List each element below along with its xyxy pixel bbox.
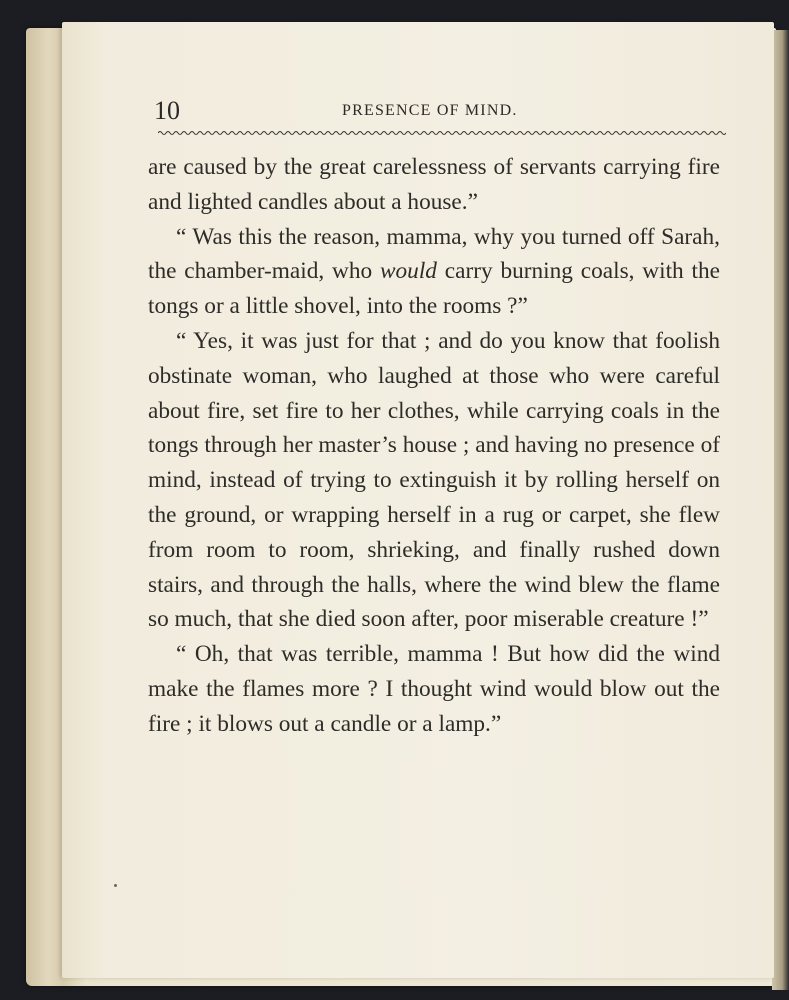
paper-speck: [114, 884, 117, 887]
paragraph-2-text-a: “ Was this the reason, mamma, why you turned off Sarah, the chamber-maid, who: [148, 223, 720, 285]
running-title: PRESENCE OF MIND.: [342, 102, 518, 119]
paragraph-2: [148, 220, 720, 324]
page-body-text: [148, 150, 720, 742]
paragraph-2-text-b: carry burning coals, with the tongs or a little shovel, into the rooms ?”: [148, 258, 721, 320]
emphasized-word: would: [379, 258, 437, 285]
page-header: [154, 96, 726, 130]
facing-page-edge: [772, 30, 789, 990]
paragraph-3: “ Yes, it was just for that ; and do you know that foolish obstinate woman, who laughed at those who were careful about fire, set fire to her clothes, while carrying coals in the tongs through her master’s house ; and having no presence of mind, instead of trying to extinguish it by rolling herself on the ground, or wrapping herself in a rug or carpet, she flew from room to room, shrieking, and finally rushed down stairs, and through the halls, where the wind blew the flame so much, that she died soon after, poor miserable creature !”: [148, 327, 720, 633]
paragraph-1: are caused by the great carelessness of servants carrying fire and lighted candles about a house.”: [148, 154, 720, 215]
page-number: 10: [154, 96, 180, 125]
wavy-rule-ornament: [158, 128, 726, 138]
paragraph-4: “ Oh, that was terrible, mamma ! But how did the wind make the flames more ? I thought wind would blow out the fire ; it blows out a candle or a lamp.”: [148, 641, 720, 737]
